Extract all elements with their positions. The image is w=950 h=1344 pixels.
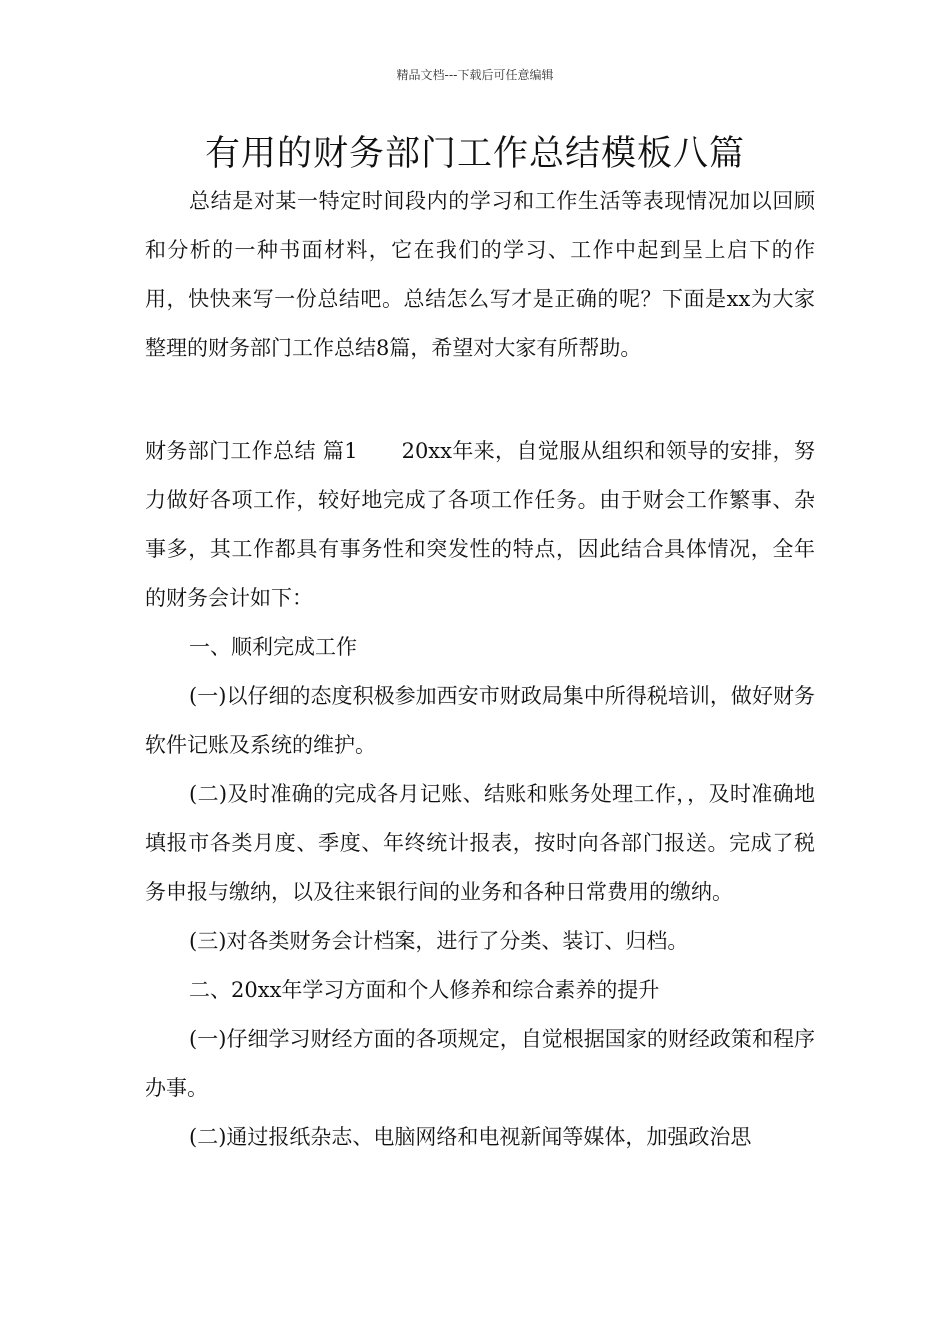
section-1-first-paragraph: [145, 427, 815, 623]
paragraph-study-1: (一)仔细学习财经方面的各项规定，自觉根据国家的财经政策和程序办事。: [145, 1027, 815, 1100]
intro-paragraph: 总结是对某一特定时间段内的学习和工作生活等表现情况加以回顾和分析的一种书面材料，它在我们的学习、工作中起到呈上启下的作用，快快来写一份总结吧。总结怎么写才是正确的呢？下面是xx为大家整理的财务部门工作总结8篇，希望对大家有所帮助。: [145, 189, 815, 360]
paragraph-item-2: (二)及时准确的完成各月记账、结账和账务处理工作，，及时准确地填报市各类月度、季度、年终统计报表，按时向各部门报送。完成了税务申报与缴纳，以及往来银行间的业务和各种日常费用的缴纳。: [145, 782, 815, 904]
heading-completed-work: 一、顺利完成工作: [189, 635, 357, 659]
paragraph-item-3: (三)对各类财务会计档案，进行了分类、装订、归档。: [189, 929, 689, 953]
heading-study-improvement: 二、20xx年学习方面和个人修养和综合素养的提升: [189, 978, 660, 1002]
paragraph-study-2: (二)通过报纸杂志、电脑网络和电视新闻等媒体，加强政治思: [189, 1125, 752, 1149]
header-note: 精品文档---下载后可任意编辑: [396, 68, 554, 82]
document-title: 有用的财务部门工作总结模板八篇: [204, 134, 745, 174]
section-1-label: 财务部门工作总结 篇1: [145, 439, 358, 463]
paragraph-item-1: (一)以仔细的态度积极参加西安市财政局集中所得税培训，做好财务软件记账及系统的维护。: [145, 684, 815, 757]
section-1-block: [145, 427, 815, 1162]
intro-block: [145, 177, 815, 373]
section-1-lead: 20xx年来，自觉服从组织和领导的安排，努力做好各项工作，较好地完成了各项工作任务。由于财会工作繁事、杂事多，其工作都具有事务性和突发性的特点，因此结合具体情况，全年的财务会计如下：: [145, 439, 815, 610]
